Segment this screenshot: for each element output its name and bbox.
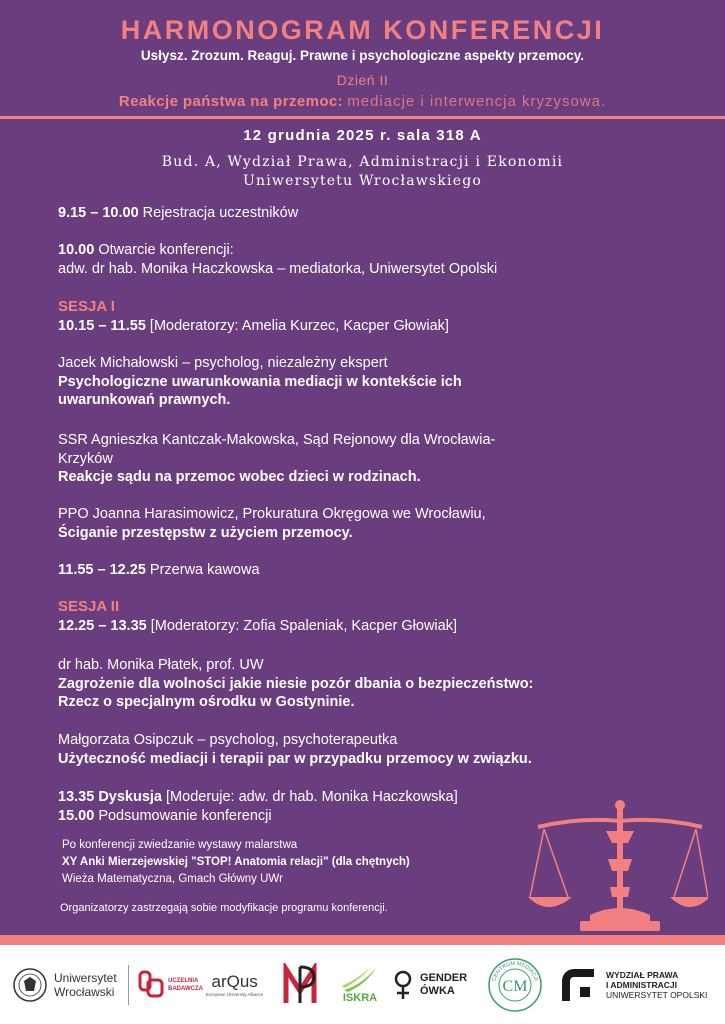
break-time: 11.55 – 12.25: [58, 562, 146, 578]
talk-speaker: dr hab. Monika Płatek, prof. UW: [58, 657, 264, 673]
discussion-time: 13.35 Dyskusja: [58, 789, 162, 805]
iskra-wordmark: ISKRA: [342, 991, 378, 1004]
talk-title: Użyteczność mediacji i terapii par w przypadku przemocy w związku.: [58, 750, 532, 767]
venue-line-2: Uniwersytetu Wrocławskiego: [243, 173, 482, 189]
gender-symbol-icon: [392, 969, 414, 1001]
talk-item: [58, 505, 678, 542]
logo-divider: [128, 965, 129, 1005]
ub-text-line-2: BADAWCZA: [168, 985, 203, 992]
session-2-time: 12.25 – 13.35: [58, 617, 147, 634]
session-1-label: SESJA I: [58, 298, 115, 315]
talk-speaker: Małgorzata Osipczuk – psycholog, psychoterapeutka: [58, 732, 398, 748]
mp-monogram-icon: [282, 963, 322, 1007]
talk-item: [58, 731, 678, 768]
day-theme-strong: Reakcje państwa na przemoc:: [118, 93, 344, 110]
partner-logos: [0, 945, 725, 1024]
talk-item: [58, 431, 678, 487]
logo-wpa-uo: [560, 945, 707, 1024]
program-item-opening: [58, 241, 678, 278]
logo-centrum-mediacji: [486, 945, 544, 1024]
wpa-text-line-1: WYDZIAŁ PRAWA: [606, 969, 679, 980]
scales-of-justice-icon: [528, 797, 708, 935]
uwr-name-line-2: Wrocławski: [54, 984, 115, 999]
talk-item: [58, 354, 678, 410]
break-text: Przerwa kawowa: [145, 562, 260, 578]
session-1-header: [58, 298, 678, 335]
day-label: Dzień II: [336, 72, 389, 88]
centrum-mark: CM: [502, 977, 528, 995]
exhibition-line-2: XY Anki Mierzejewskiej "STOP! Anatomia relacji" (dla chętnych): [62, 856, 410, 868]
talk-speaker-cont: Krzyków: [58, 450, 113, 467]
venue: [0, 153, 725, 191]
talk-title: Psychologiczne uwarunkowania mediacji w kontekście ich: [58, 373, 462, 390]
date-place: 12 grudnia 2025 r. sala 318 A: [243, 127, 482, 144]
arqus-wordmark: arQus: [211, 972, 258, 991]
opening-text: Otwarcie konferencji:: [94, 242, 234, 258]
organizers-note: Organizatorzy zastrzegają sobie modyfikacje programu konferencji.: [60, 902, 388, 914]
talk-item: [58, 656, 678, 712]
session-2-header: [58, 598, 678, 635]
logo-uwr: [12, 945, 117, 1024]
discussion-text: [Moderuje: adw. dr hab. Monika Haczkowska]: [162, 789, 458, 805]
registration-text: Rejestracja uczestników: [138, 205, 299, 221]
wpa-text: [606, 970, 707, 1000]
registration-time: 9.15 – 10.00: [58, 205, 139, 221]
gender-text: [420, 972, 467, 998]
session-1-time: 10.15 – 11.55: [58, 317, 146, 334]
uwr-name: [54, 971, 117, 999]
gender-text-line-1: GENDER: [420, 971, 468, 984]
iskra-leaf-icon: [340, 966, 380, 992]
talk-speaker: Jacek Michałowski – psycholog, niezależny ekspert: [58, 355, 388, 371]
logo-mp: [282, 945, 322, 1024]
logo-genderowka: [392, 945, 467, 1024]
session-2-moderators: [Moderatorzy: Zofia Spaleniak, Kacper Głowiak]: [146, 617, 457, 634]
wpa-text-line-2: I ADMINISTRACJI: [606, 979, 677, 990]
centrum-mediacji-seal-icon: [486, 956, 544, 1014]
program-item-registration: [58, 204, 678, 223]
session-2-label: SESJA II: [58, 598, 120, 615]
talk-title: Ściganie przestępstw z użyciem przemocy.: [58, 524, 353, 541]
poster-subtitle: Usłysz. Zrozum. Reaguj. Prawne i psychologiczne aspekty przemocy.: [140, 48, 585, 63]
talk-speaker: SSR Agnieszka Kantczak-Makowska, Sąd Rejonowy dla Wrocławia-: [58, 432, 496, 448]
summary-text: Podsumowanie konferencji: [94, 807, 272, 824]
logo-uczelnia-badawcza: [138, 945, 203, 1024]
talk-title: Zagrożenie dla wolności jakie niesie pozór dbania o bezpieczeństwo:: [58, 675, 534, 692]
logo-arqus: [206, 945, 263, 1024]
ub-text: [168, 977, 203, 993]
uwr-seal-icon: [12, 967, 48, 1003]
talk-speaker: PPO Joanna Harasimowicz, Prokuratura Okręgowa we Wrocławiu,: [58, 506, 486, 522]
header-divider: [0, 116, 725, 119]
opening-speaker: adw. dr hab. Monika Haczkowska – mediatorka, Uniwersytet Opolski: [58, 260, 498, 277]
talk-title: Reakcje sądu na przemoc wobec dzieci w rodzinach.: [58, 469, 421, 485]
centrum-ring-text: CENTRUM MEDIACJI: [491, 960, 539, 982]
ub-text-line-1: UCZELNIA: [168, 977, 199, 984]
day-theme-light: mediacje i interwencja kryzysowa.: [347, 93, 607, 110]
wpa-text-line-3: UNIWERSYTET OPOLSKI: [606, 989, 708, 1000]
gender-text-line-2: ÓWKA: [420, 984, 455, 997]
summary-time: 15.00: [58, 807, 95, 824]
opening-time: 10.00: [58, 242, 95, 258]
uwr-name-line-1: Uniwersytet: [54, 970, 117, 985]
talk-title-cont: uwarunkowań prawnych.: [58, 392, 231, 408]
wpa-mark-icon: [560, 967, 596, 1003]
session-1-moderators: [Moderatorzy: Amelia Kurzec, Kacper Głowiak]: [145, 317, 449, 334]
day-theme: [0, 93, 725, 110]
exhibition-info: [62, 837, 542, 888]
logo-iskra: [340, 945, 380, 1024]
exhibition-line-1: Po konferencji zwiedzanie wystawy malarstwa: [62, 839, 298, 851]
exhibition-line-3: Wieża Matematyczna, Gmach Główny UWr: [62, 873, 283, 885]
venue-line-1: Bud. A, Wydział Prawa, Administracji i Ekonomii: [161, 154, 564, 170]
ub-mark-icon: [138, 970, 164, 1000]
program-item-break: [58, 561, 678, 580]
poster-title: HARMONOGRAM KONFERENCJI: [120, 15, 605, 45]
arqus-subtitle: European University Alliance: [206, 992, 264, 997]
talk-title-cont: Rzecz o specjalnym ośrodku w Gostyninie.: [58, 694, 355, 710]
footer-accent-band: [0, 935, 725, 945]
